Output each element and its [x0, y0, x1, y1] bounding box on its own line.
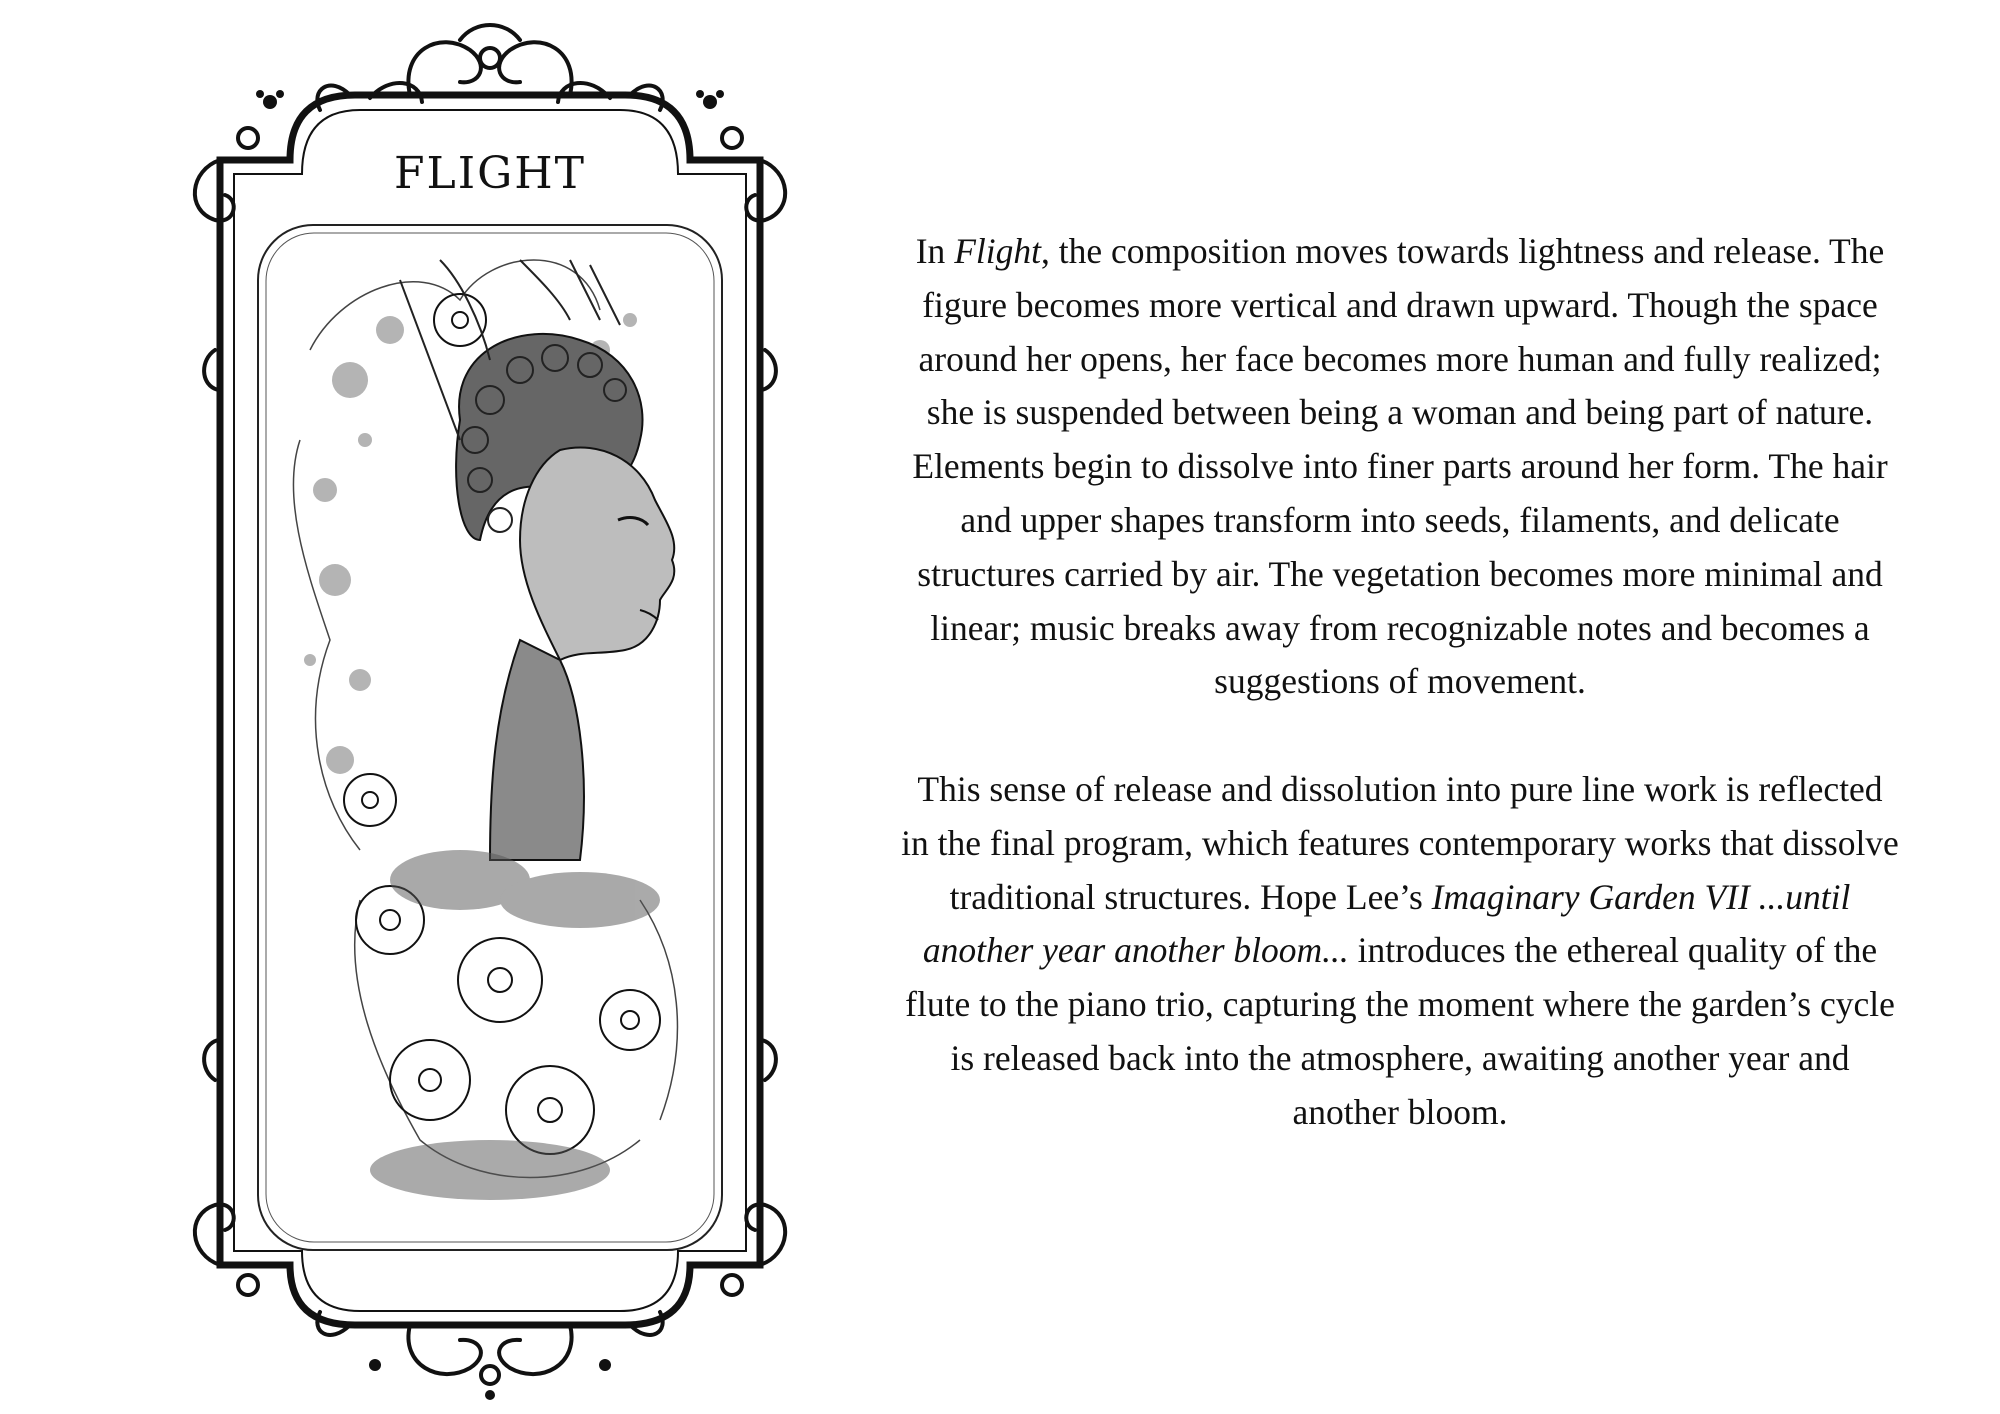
artwork-title-italic: Flight — [954, 231, 1041, 271]
paragraph-2-rest: introduces the ethereal quality of the flute to the piano trio, capturing the moment where the garden’s cycle is released back into the atmosphere, awaiting another year and another bloom. — [905, 930, 1895, 1132]
paragraph-1-rest: , the composition moves towards lightness and release. The figure becomes more vertical and drawn upward. Though the space around her opens, her face becomes more human and fully realized; she is suspended between being a woman and being part of nature. Elements begin to dissolve into finer parts around her form. The hair and upper shapes transform into seeds, filaments, and delicate structures carried by air. The vegetation becomes more minimal and linear; music breaks away from recognizable notes and becomes a suggestions of movement. — [912, 231, 1888, 702]
musical-work-title-italic: Imaginary Garden VII ...until another year another bloom... — [922, 876, 1851, 971]
artwork-card — [160, 20, 820, 1400]
description-text — [900, 225, 1900, 1140]
card-title: FLIGHT — [394, 148, 586, 199]
paragraph-2 — [900, 763, 1900, 1140]
ornate-frame-illustration — [160, 20, 820, 1400]
paragraph-1-start: In — [915, 231, 955, 271]
paragraph-1 — [900, 225, 1900, 709]
paragraph-2-start: This sense of release and dissolution into pure line work is reflected in the final program, which features contemporary works that dissolve traditional structures. Hope Lee’s — [901, 768, 1899, 917]
bust-illustration — [293, 260, 677, 1200]
